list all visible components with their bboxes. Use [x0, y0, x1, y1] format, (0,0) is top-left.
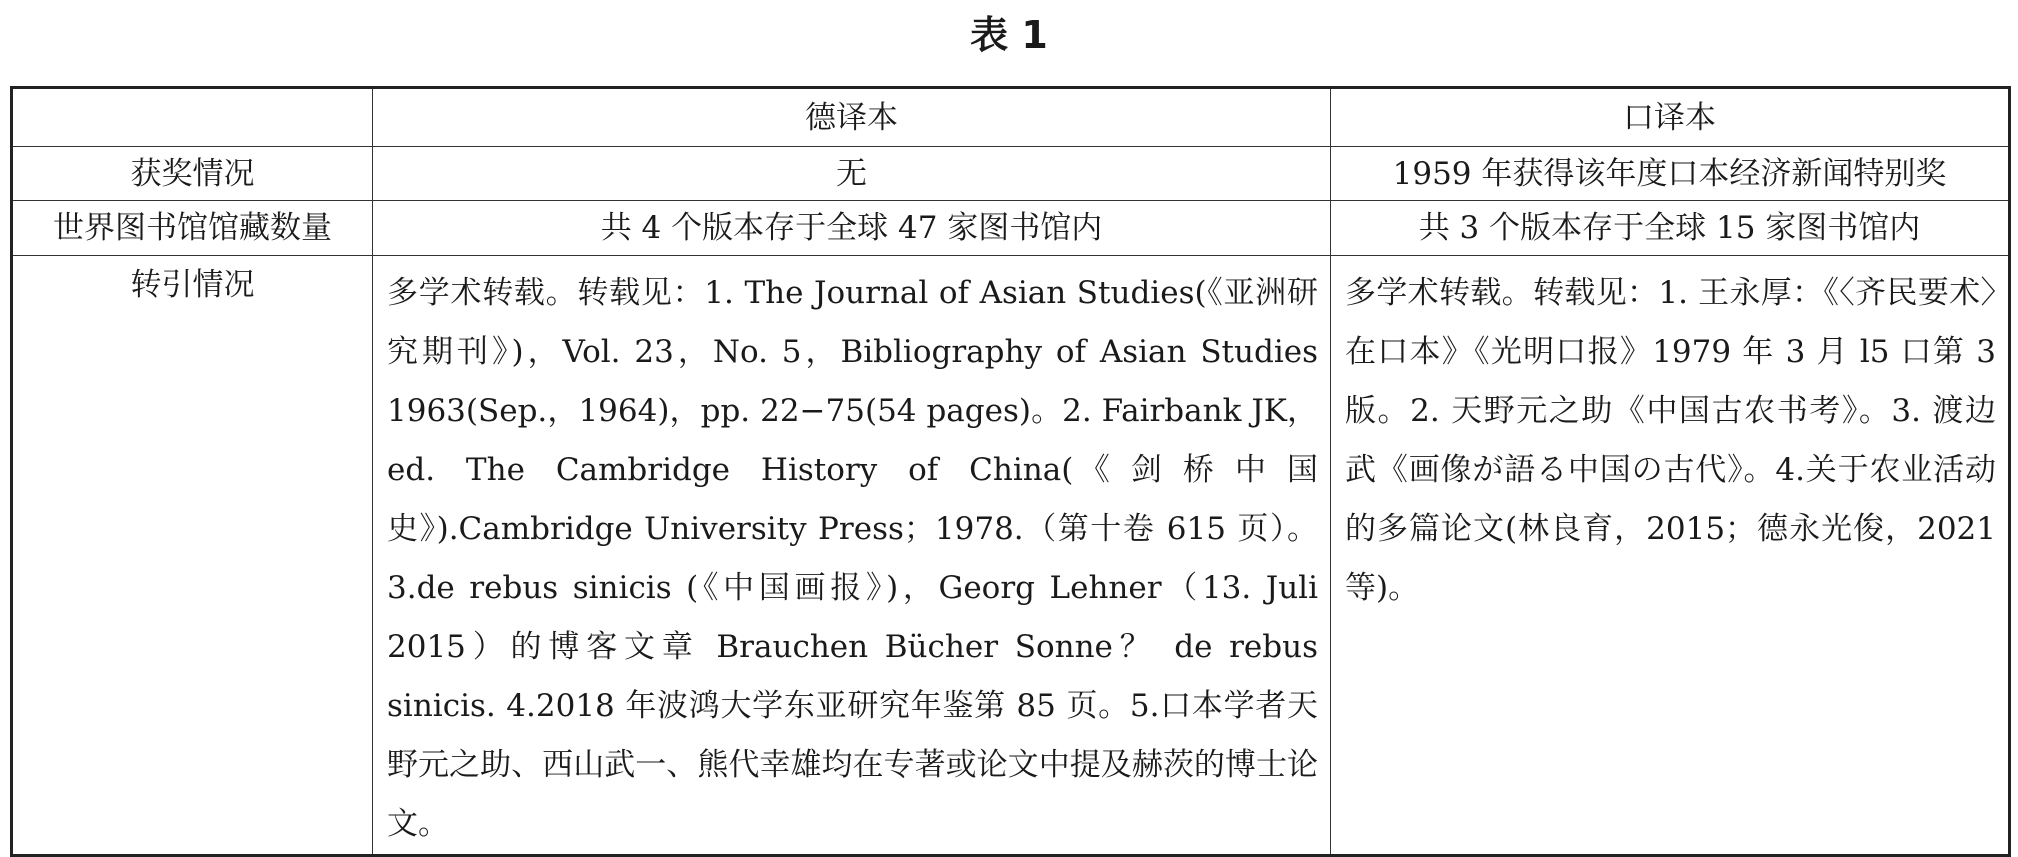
cell-citations-japanese: 多学术转载。转载见：1. 王永厚：《〈齐民要术〉在口本》《光明口报》1979 年 3 月 l5 口第 3 版。2. 天野元之助《中国古农书考》。3. 渡边武《画像が語る中国の古代》。4.关于农业活动的多篇论文(林良育，2015；德永光俊，2021 等)。	[1331, 256, 2010, 856]
cell-awards-german: 无	[373, 147, 1331, 201]
cell-citations-german: 多学术转载。转载见：1. The Journal of Asian Studies(《亚洲研究期刊》)，Vol. 23，No. 5，Bibliography of Asian Studies 1963(Sep.，1964)，pp. 22−75(54 pages)。2. Fairbank JK，ed. The Cambridge History of China(《剑桥中国史》).Cambridge University Press；1978.（第十卷 615 页）。3.de rebus sinicis (《中国画报》)，Georg Lehner（13. Juli 2015）的博客文章 Brauchen Bücher Sonne？ de rebus sinicis. 4.2018 年波鸿大学东亚研究年鉴第 85 页。5.口本学者天野元之助、西山武一、熊代幸雄均在专著或论文中提及赫茨的博士论文。	[373, 256, 1331, 856]
table-row-awards	[12, 147, 2010, 201]
row-label-awards: 获奖情况	[12, 147, 373, 201]
row-label-citations: 转引情况	[12, 256, 373, 856]
table-caption: 表 1	[970, 13, 1048, 57]
cell-library-german: 共 4 个版本存于全球 47 家图书馆内	[373, 201, 1331, 256]
row-label-library-holdings: 世界图书馆馆藏数量	[12, 201, 373, 256]
header-cell-empty	[12, 88, 373, 147]
table-row-library-holdings	[12, 201, 2010, 256]
header-cell-german: 德译本	[373, 88, 1331, 147]
table-header-row	[12, 88, 2010, 147]
cell-awards-japanese: 1959 年获得该年度口本经济新闻特别奖	[1331, 147, 2010, 201]
table-row-citations	[12, 256, 2010, 856]
comparison-table	[10, 86, 2011, 857]
header-cell-japanese: 口译本	[1331, 88, 2010, 147]
cell-library-japanese: 共 3 个版本存于全球 15 家图书馆内	[1331, 201, 2010, 256]
